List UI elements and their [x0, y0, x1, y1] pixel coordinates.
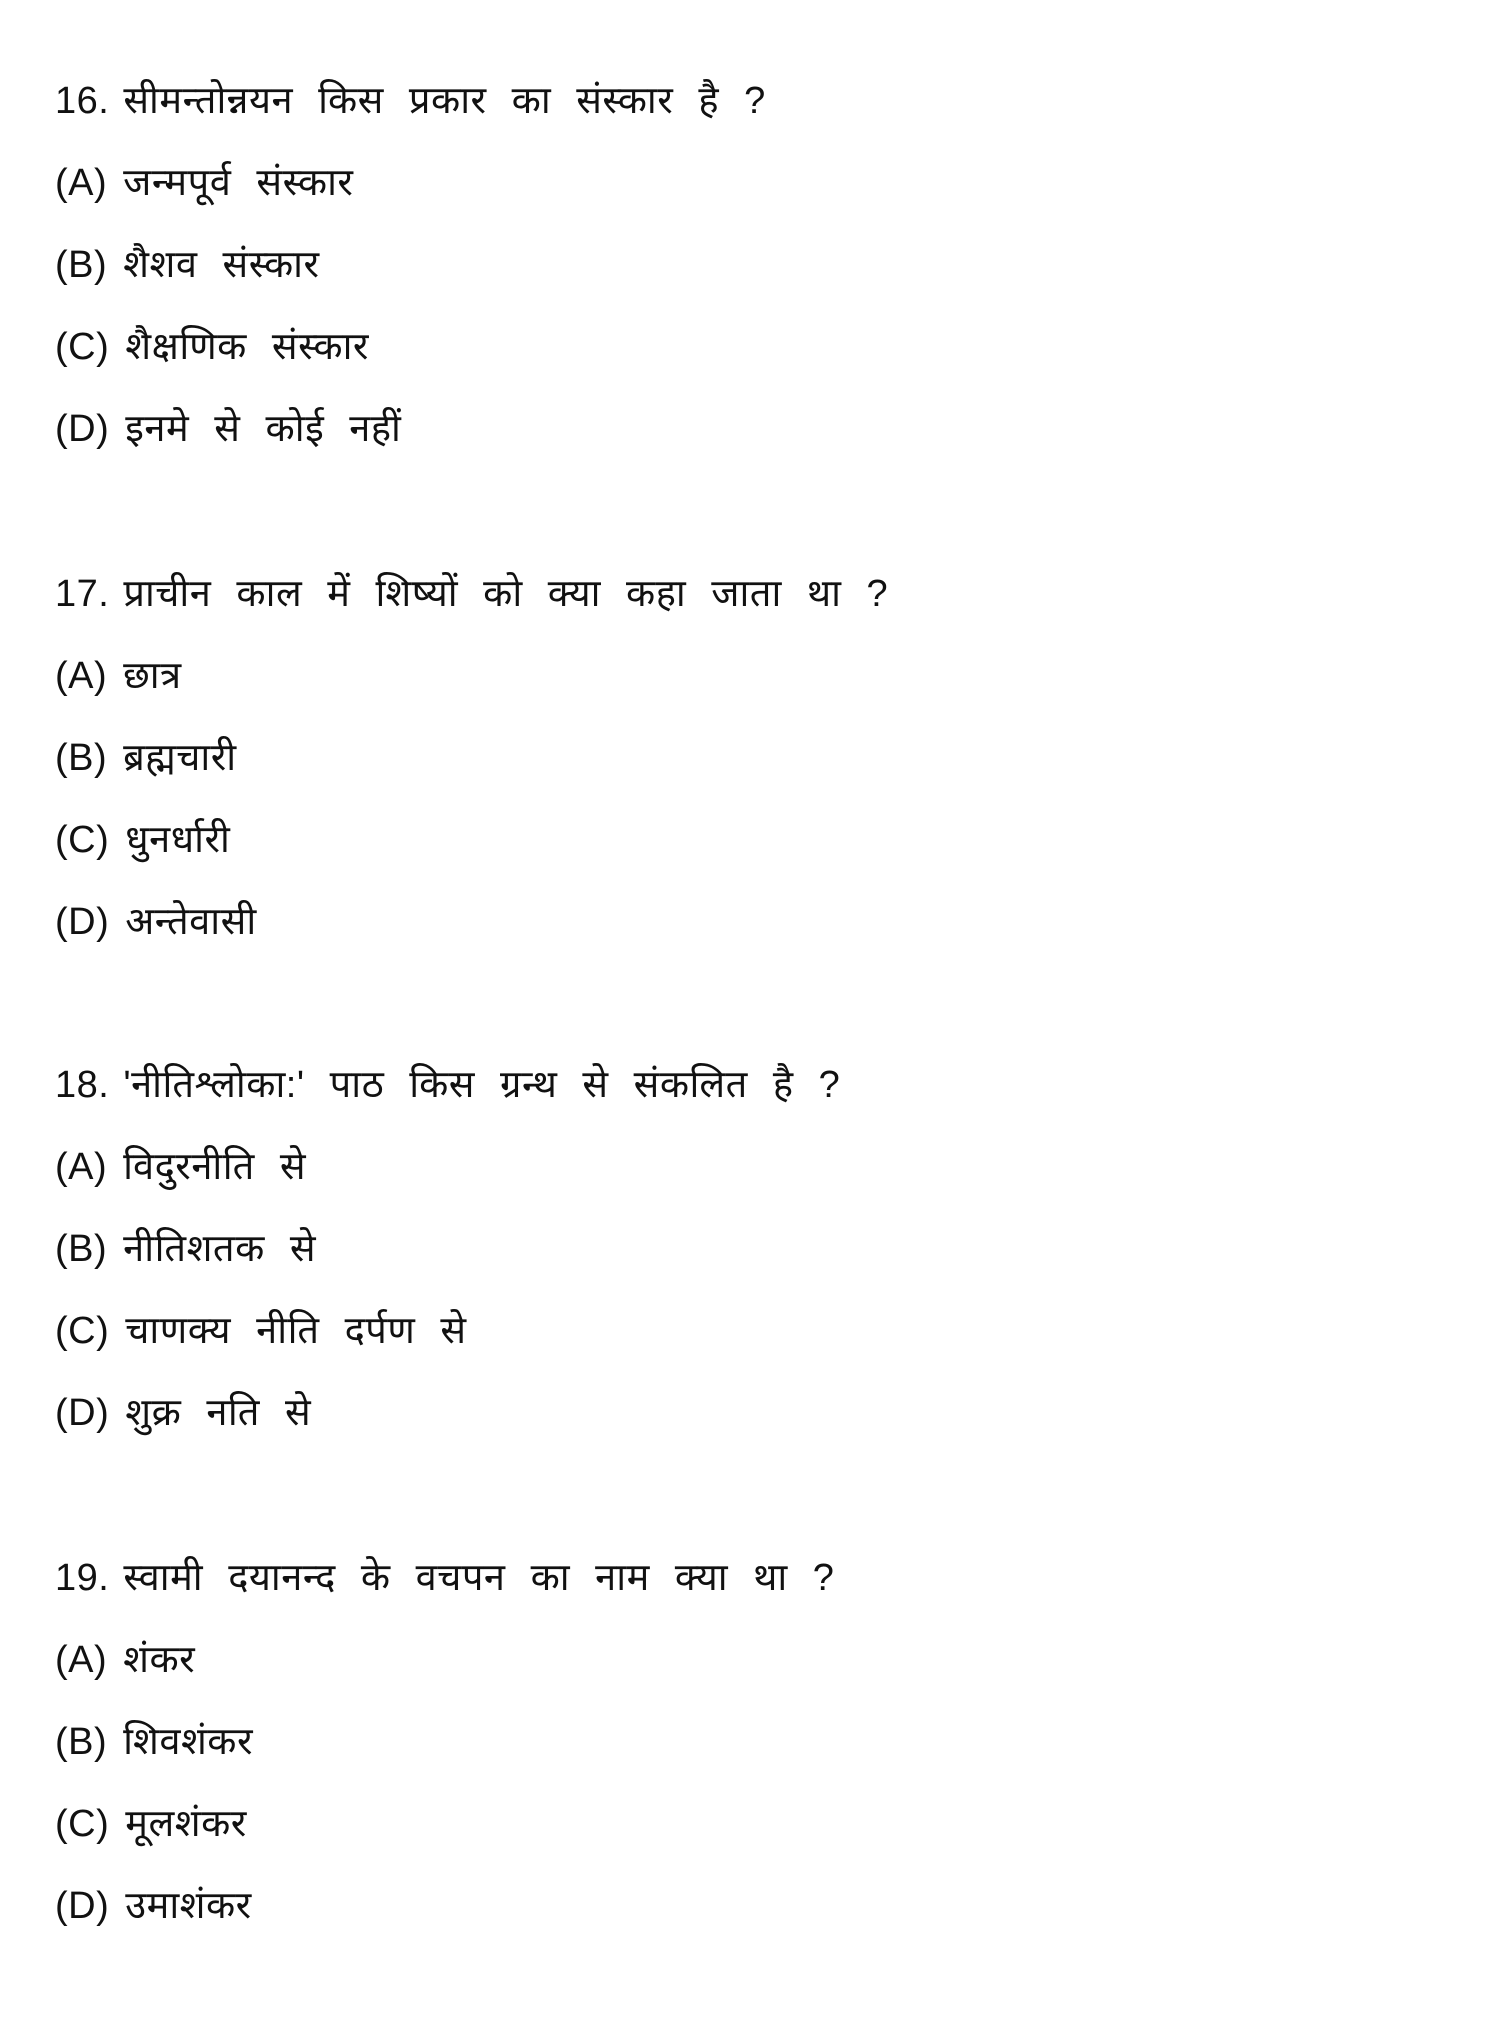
option-label: (A) [55, 162, 108, 204]
option-label: (A) [55, 1146, 108, 1188]
option-text: उमाशंकर [125, 1885, 252, 1927]
question-17 [55, 553, 1455, 963]
question-text: स्वामी दयानन्द के वचपन का नाम क्या था ? [123, 1557, 835, 1599]
option-label: (C) [55, 1803, 110, 1845]
option-label: (B) [55, 1228, 108, 1270]
option-label: (C) [55, 326, 110, 368]
option-label: (B) [55, 244, 108, 286]
option-label: (C) [55, 1310, 110, 1352]
option-a[interactable] [55, 142, 1455, 224]
question-stem [55, 1044, 1455, 1126]
question-number: 16. [55, 80, 110, 122]
question-text: प्राचीन काल में शिष्यों को क्या कहा जाता था ? [123, 573, 889, 615]
question-text: 'नीतिश्लोका:' पाठ किस ग्रन्थ से संकलित है ? [123, 1064, 841, 1106]
question-number: 17. [55, 573, 110, 615]
option-text: विदुरनीति से [123, 1146, 307, 1188]
option-text: नीतिशतक से [123, 1228, 317, 1270]
option-a[interactable] [55, 1619, 1455, 1701]
question-16 [55, 60, 1455, 470]
option-label: (B) [55, 1721, 108, 1763]
question-stem [55, 60, 1455, 142]
option-text: ब्रह्मचारी [123, 737, 237, 779]
option-text: इनमे से कोई नहीं [125, 408, 402, 450]
option-a[interactable] [55, 1126, 1455, 1208]
option-text: छात्र [123, 655, 182, 697]
option-text: शिवशंकर [123, 1721, 254, 1763]
option-text: शैक्षणिक संस्कार [125, 326, 369, 368]
option-d[interactable] [55, 881, 1455, 963]
option-c[interactable] [55, 1290, 1455, 1372]
question-19 [55, 1537, 1455, 1947]
option-label: (D) [55, 408, 110, 450]
question-18 [55, 1044, 1455, 1454]
question-number: 19. [55, 1557, 110, 1599]
option-text: मूलशंकर [125, 1803, 247, 1845]
question-number: 18. [55, 1064, 110, 1106]
option-b[interactable] [55, 717, 1455, 799]
option-label: (B) [55, 737, 108, 779]
question-stem [55, 553, 1455, 635]
option-b[interactable] [55, 1701, 1455, 1783]
option-text: शैशव संस्कार [123, 244, 320, 286]
option-text: अन्तेवासी [125, 901, 257, 943]
option-label: (A) [55, 655, 108, 697]
option-c[interactable] [55, 306, 1455, 388]
option-a[interactable] [55, 635, 1455, 717]
option-label: (D) [55, 1392, 110, 1434]
option-label: (A) [55, 1639, 108, 1681]
option-text: शंकर [123, 1639, 196, 1681]
option-d[interactable] [55, 1372, 1455, 1454]
option-label: (D) [55, 1885, 110, 1927]
option-text: जन्मपूर्व संस्कार [123, 162, 354, 204]
option-label: (C) [55, 819, 110, 861]
option-c[interactable] [55, 1783, 1455, 1865]
option-c[interactable] [55, 799, 1455, 881]
option-text: शुक्र नति से [125, 1392, 312, 1434]
option-b[interactable] [55, 224, 1455, 306]
option-b[interactable] [55, 1208, 1455, 1290]
option-text: चाणक्य नीति दर्पण से [125, 1310, 467, 1352]
question-stem [55, 1537, 1455, 1619]
question-text: सीमन्तोन्नयन किस प्रकार का संस्कार है ? [123, 80, 766, 122]
option-label: (D) [55, 901, 110, 943]
option-d[interactable] [55, 388, 1455, 470]
option-d[interactable] [55, 1865, 1455, 1947]
option-text: धुनर्धारी [125, 819, 231, 861]
